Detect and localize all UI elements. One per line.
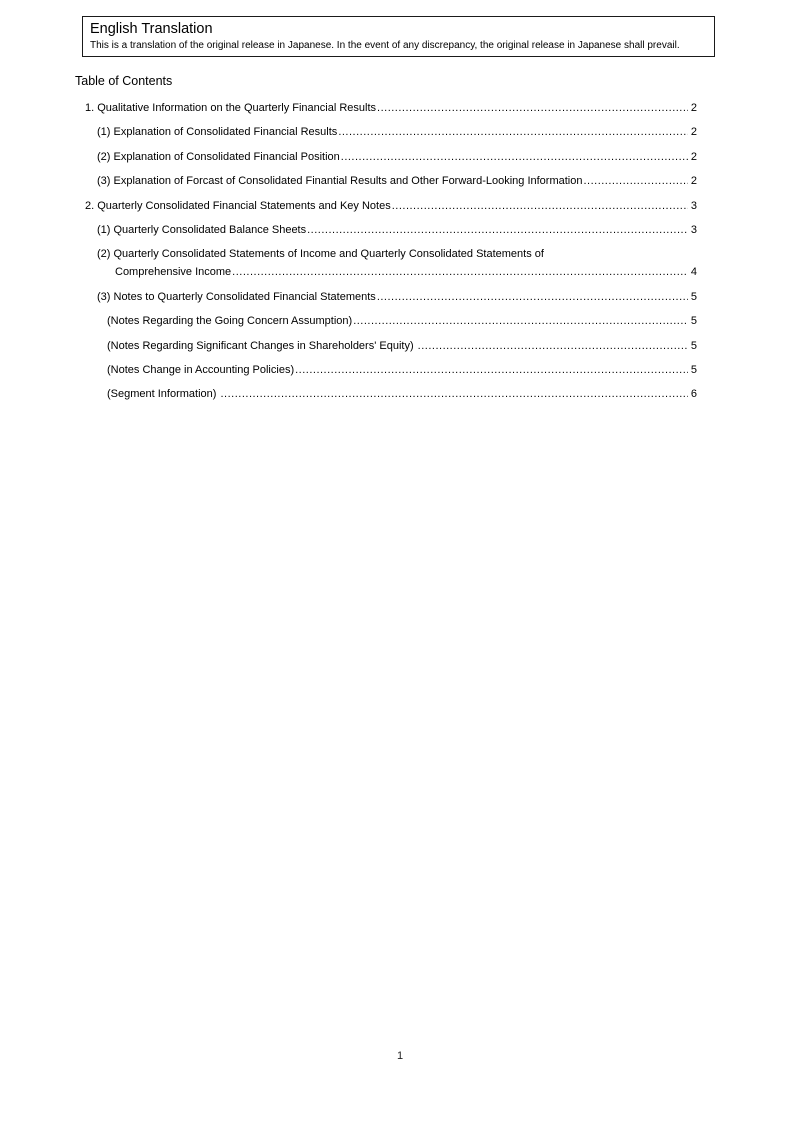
toc-entry — [75, 248, 697, 266]
toc-leader-dots — [377, 102, 688, 115]
toc-entry-label: (1) Explanation of Consolidated Financial Results — [97, 126, 338, 139]
toc-entry — [75, 388, 697, 412]
toc-entry — [75, 175, 697, 199]
toc-entry — [75, 340, 697, 364]
toc-entry-label: (1) Quarterly Consolidated Balance Sheets — [97, 223, 307, 236]
toc-entry-page: 2 — [690, 175, 697, 188]
toc-leader-dots — [307, 224, 688, 237]
toc-entry-page: 5 — [690, 339, 697, 352]
toc-entry-label: (3) Explanation of Forcast of Consolidated Finantial Results and Other Forward-Looking Information — [97, 175, 583, 188]
toc-leader-dots — [341, 151, 688, 164]
toc-entry-label: 1. Qualitative Information on the Quarterly Financial Results — [85, 102, 377, 114]
toc-entry-label: (2) Quarterly Consolidated Statements of Income and Quarterly Consolidated Statements of — [97, 248, 544, 261]
toc-entry — [75, 291, 697, 315]
toc-entry — [75, 266, 697, 290]
translation-notice-box — [82, 16, 715, 57]
toc-entry — [75, 126, 697, 150]
toc-entry-page: 2 — [690, 102, 697, 114]
toc-entry-label: (2) Explanation of Consolidated Financial Position — [97, 150, 340, 163]
translation-notice-title: English Translation — [90, 21, 213, 37]
toc-leader-dots — [221, 388, 688, 401]
toc-entry-label: 2. Quarterly Consolidated Financial Statements and Key Notes — [85, 199, 391, 212]
toc-entry-page: 5 — [690, 363, 697, 376]
toc-leader-dots — [583, 175, 687, 188]
toc-leader-dots — [232, 266, 688, 279]
toc-entry-label: (Segment Information) — [107, 388, 220, 401]
toc-heading: Table of Contents — [75, 74, 173, 88]
toc-entry-label: (3) Notes to Quarterly Consolidated Financial Statements — [97, 290, 376, 303]
toc-entry — [75, 200, 697, 224]
toc-leader-dots — [418, 340, 688, 353]
toc-leader-dots — [353, 315, 688, 328]
toc-entry-page: 4 — [690, 266, 697, 279]
page-number: 1 — [396, 1050, 404, 1062]
toc-entry-label: (Notes Regarding Significant Changes in Shareholders' Equity) — [107, 339, 417, 352]
toc-entry — [75, 315, 697, 339]
toc-entry-page: 3 — [690, 199, 697, 212]
toc-entry-label: (Notes Regarding the Going Concern Assumption) — [107, 315, 353, 328]
translation-notice-text: This is a translation of the original release in Japanese. In the event of any discrepancy, the original release in Japanese shall prevail. — [90, 40, 680, 51]
table-of-contents — [75, 74, 697, 413]
toc-entry — [75, 224, 697, 248]
toc-leader-dots — [295, 364, 688, 377]
toc-entry-label: (Notes Change in Accounting Policies) — [107, 363, 295, 376]
toc-entry-page: 5 — [690, 315, 697, 328]
toc-leader-dots — [377, 291, 688, 304]
toc-entry-label: Comprehensive Income — [115, 266, 232, 279]
toc-entry-page: 6 — [690, 388, 697, 401]
toc-entry-page: 5 — [690, 290, 697, 303]
toc-entry — [75, 102, 697, 126]
toc-leader-dots — [338, 126, 688, 139]
toc-entry-page: 2 — [690, 126, 697, 139]
toc-entry-page: 2 — [690, 150, 697, 163]
toc-entry — [75, 364, 697, 388]
toc-entry — [75, 151, 697, 175]
toc-leader-dots — [392, 200, 688, 213]
toc-entry-page: 3 — [690, 223, 697, 236]
